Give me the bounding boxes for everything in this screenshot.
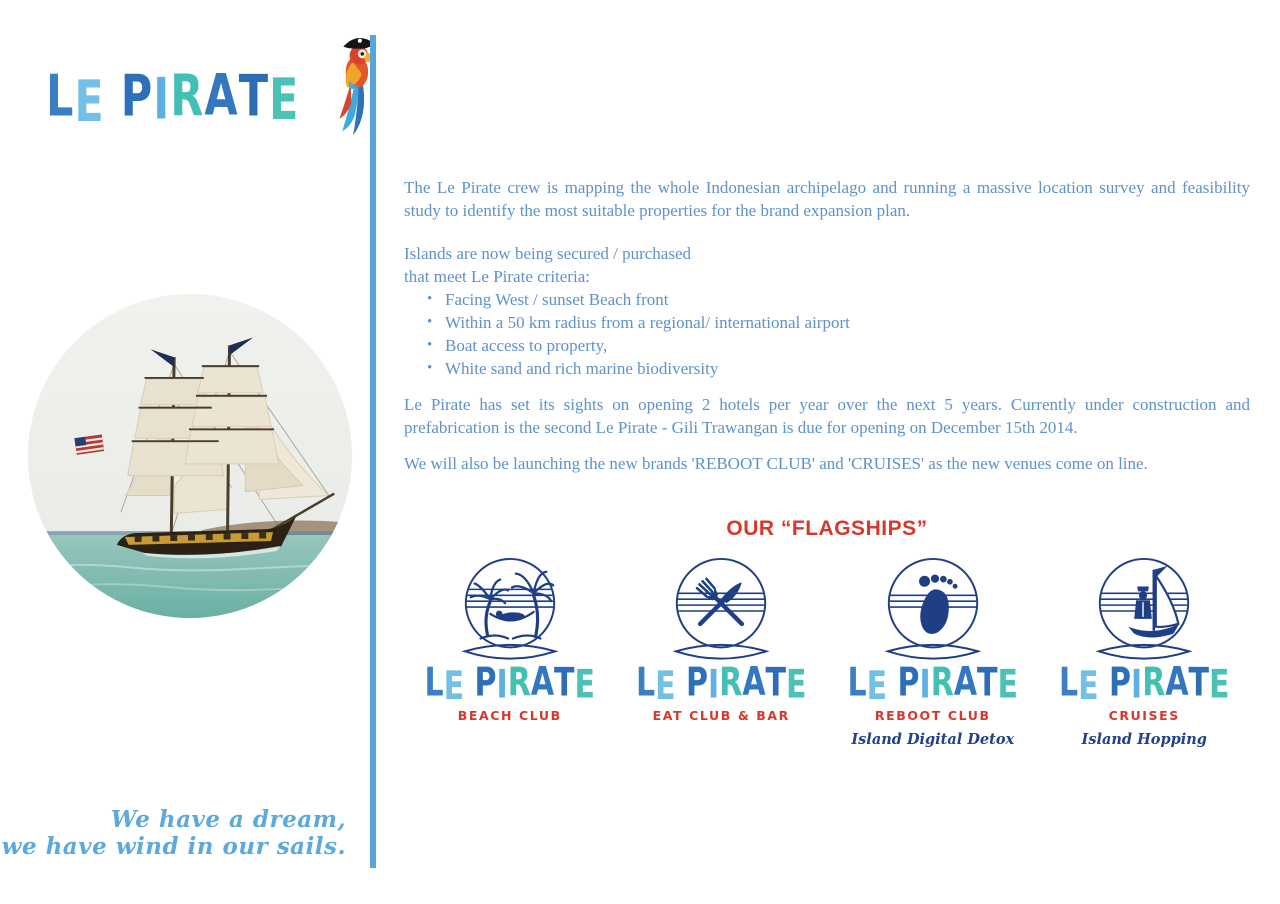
flagship-sublabel: Island Digital Detox	[851, 731, 1015, 748]
flagship-beach-club	[404, 556, 616, 751]
flagship-wordmark: LE PIRATE	[1058, 659, 1230, 710]
vertical-divider	[370, 35, 376, 868]
tagline-line-2: we have wind in our sails.	[1, 833, 346, 860]
main-content	[404, 0, 1250, 751]
criteria-item: • Facing West / sunset Beach front	[404, 288, 1250, 311]
brand-wordmark: LE PIRATE	[46, 62, 300, 136]
flagship-label: CRUISES	[1108, 708, 1180, 723]
flagship-cruises	[1039, 556, 1251, 751]
islands-line-2: that meet Le Pirate criteria:	[404, 267, 590, 286]
new-brands-paragraph: We will also be launching the new brands 'REBOOT CLUB' and 'CRUISES' as the new venues come on line.	[404, 454, 1148, 473]
brand-tagline	[0, 806, 346, 860]
criteria-list	[404, 288, 1250, 380]
expansion-paragraph: Le Pirate has set its sights on opening 2 hotels per year over the next 5 years. Currently under construction and prefabrication is the second Le Pirate - Gili Trawangan is due for opening on December 15th 2014.	[404, 395, 1250, 437]
flagship-reboot-club	[827, 556, 1039, 751]
ship-photo	[24, 290, 356, 622]
footprint-icon	[873, 556, 993, 666]
criteria-item: • Boat access to property,	[404, 334, 1250, 357]
flagship-label: BEACH CLUB	[457, 708, 562, 723]
intro-paragraph: The Le Pirate crew is mapping the whole Indonesian archipelago and running a massive location survey and feasibility study to identify the most suitable properties for the brand expansion plan.	[404, 178, 1250, 220]
flagships-row	[404, 556, 1250, 751]
flagship-wordmark: LE PIRATE	[424, 659, 596, 710]
brand-logo	[46, 64, 346, 154]
criteria-item: • Within a 50 km radius from a regional/ international airport	[404, 311, 1250, 334]
islands-line-1: Islands are now being secured / purchased	[404, 244, 692, 263]
fork-knife-icon	[661, 556, 781, 666]
sailboat-icon	[1084, 556, 1204, 666]
flagship-sublabel: Island Hopping	[1081, 731, 1207, 748]
flagship-label: REBOOT CLUB	[874, 708, 991, 723]
criteria-item: • White sand and rich marine biodiversity	[404, 357, 1250, 380]
flagship-wordmark: LE PIRATE	[635, 659, 807, 710]
palm-hammock-icon	[450, 556, 570, 666]
flagship-wordmark: LE PIRATE	[847, 659, 1019, 710]
flagship-label: EAT CLUB & BAR	[652, 708, 790, 723]
sidebar	[0, 0, 370, 904]
tagline-line-1: We have a dream,	[110, 806, 346, 833]
flagships-heading: OUR “FLAGSHIPS”	[726, 517, 928, 540]
flagship-eat-club	[616, 556, 828, 751]
islands-paragraph	[404, 242, 1250, 288]
